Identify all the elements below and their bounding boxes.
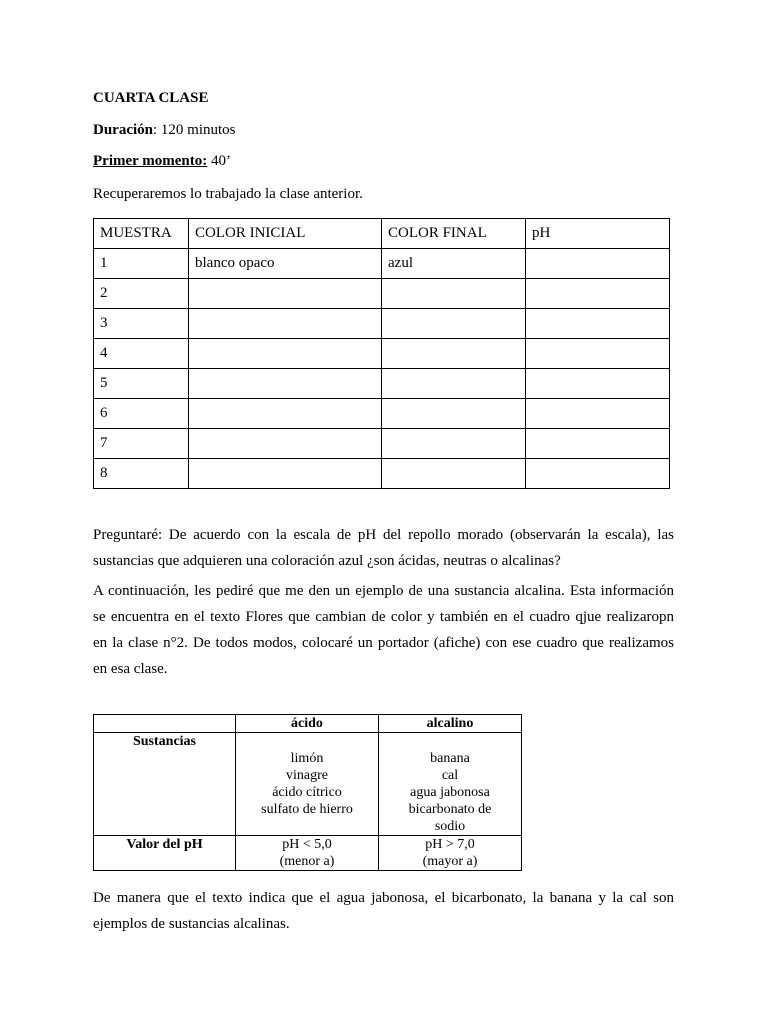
table-cell <box>189 279 382 309</box>
table-cell: 8 <box>94 459 189 489</box>
table-header-cell <box>94 715 236 733</box>
table-cell <box>382 369 526 399</box>
conclusion-paragraph: De manera que el texto indica que el agua jabonosa, el bicarbonato, la banana y la cal son ejemplos de sustancias alcalinas. <box>93 890 674 932</box>
table-row <box>94 429 670 459</box>
table-header-cell: pH <box>526 219 670 249</box>
table-cell <box>382 459 526 489</box>
table-cell: Sustancias <box>94 733 236 836</box>
table-cell: limón vinagre ácido cítrico sulfato de hierro <box>236 733 379 836</box>
table-cell <box>382 279 526 309</box>
table-cell: 5 <box>94 369 189 399</box>
table-cell <box>382 399 526 429</box>
table-cell <box>526 309 670 339</box>
alkaline-paragraph: A continuación, les pediré que me den un ejemplo de una sustancia alcalina. Esta información se encuentra en el texto Flores que cambian de color y también en el cuadro qjue realizaropn en la clase n°2. De todos modos, colocaré un portador (afiche) con ese cuadro que realizamos en esa clase. <box>93 583 674 677</box>
table-row <box>94 339 670 369</box>
table-cell <box>526 249 670 279</box>
table-header-cell: COLOR FINAL <box>382 219 526 249</box>
table-cell: 2 <box>94 279 189 309</box>
intro-text: Recuperaremos lo trabajado la clase anterior. <box>93 186 363 202</box>
table-row <box>94 459 670 489</box>
table-cell <box>526 399 670 429</box>
question-paragraph: Preguntaré: De acuerdo con la escala de pH del repollo morado (observarán la escala), las sustancias que adquieren una coloración azul ¿son ácidas, neutras o alcalinas? <box>93 527 674 569</box>
table-header-cell: COLOR INICIAL <box>189 219 382 249</box>
table-row <box>94 399 670 429</box>
table-cell: Valor del pH <box>94 836 236 871</box>
table-header-cell: MUESTRA <box>94 219 189 249</box>
samples-table <box>93 218 670 489</box>
table-header-cell: alcalino <box>379 715 522 733</box>
table-cell: pH > 7,0 (mayor a) <box>379 836 522 871</box>
moment-value: 40’ <box>207 153 232 169</box>
table-header-row <box>94 219 670 249</box>
table-row <box>94 836 522 871</box>
table-cell: 4 <box>94 339 189 369</box>
table-cell: pH < 5,0 (menor a) <box>236 836 379 871</box>
table-cell <box>189 339 382 369</box>
substances-table <box>93 714 522 871</box>
table-cell: 1 <box>94 249 189 279</box>
table-row <box>94 369 670 399</box>
table-cell <box>526 279 670 309</box>
table-cell: 7 <box>94 429 189 459</box>
table-cell <box>526 369 670 399</box>
table-cell: azul <box>382 249 526 279</box>
table-cell <box>526 339 670 369</box>
duration-label: Duración <box>93 122 153 138</box>
table-row <box>94 733 522 836</box>
table-cell: 3 <box>94 309 189 339</box>
duration-value: : 120 minutos <box>153 122 236 138</box>
table-cell <box>526 459 670 489</box>
table-cell <box>189 429 382 459</box>
duration-line <box>93 120 236 140</box>
table-cell <box>382 339 526 369</box>
table-header-row <box>94 715 522 733</box>
table-cell: blanco opaco <box>189 249 382 279</box>
moment-label: Primer momento: <box>93 153 208 169</box>
moment-line <box>93 151 231 171</box>
table-cell <box>189 459 382 489</box>
table-row <box>94 249 670 279</box>
table-cell <box>189 399 382 429</box>
table-header-cell: ácido <box>236 715 379 733</box>
class-heading: CUARTA CLASE <box>93 90 209 106</box>
table-row <box>94 279 670 309</box>
table-cell: 6 <box>94 399 189 429</box>
table-cell <box>382 429 526 459</box>
table-cell: banana cal agua jabonosa bicarbonato de sodio <box>379 733 522 836</box>
table-cell <box>189 369 382 399</box>
table-cell <box>189 309 382 339</box>
table-cell <box>382 309 526 339</box>
table-row <box>94 309 670 339</box>
table-cell <box>526 429 670 459</box>
